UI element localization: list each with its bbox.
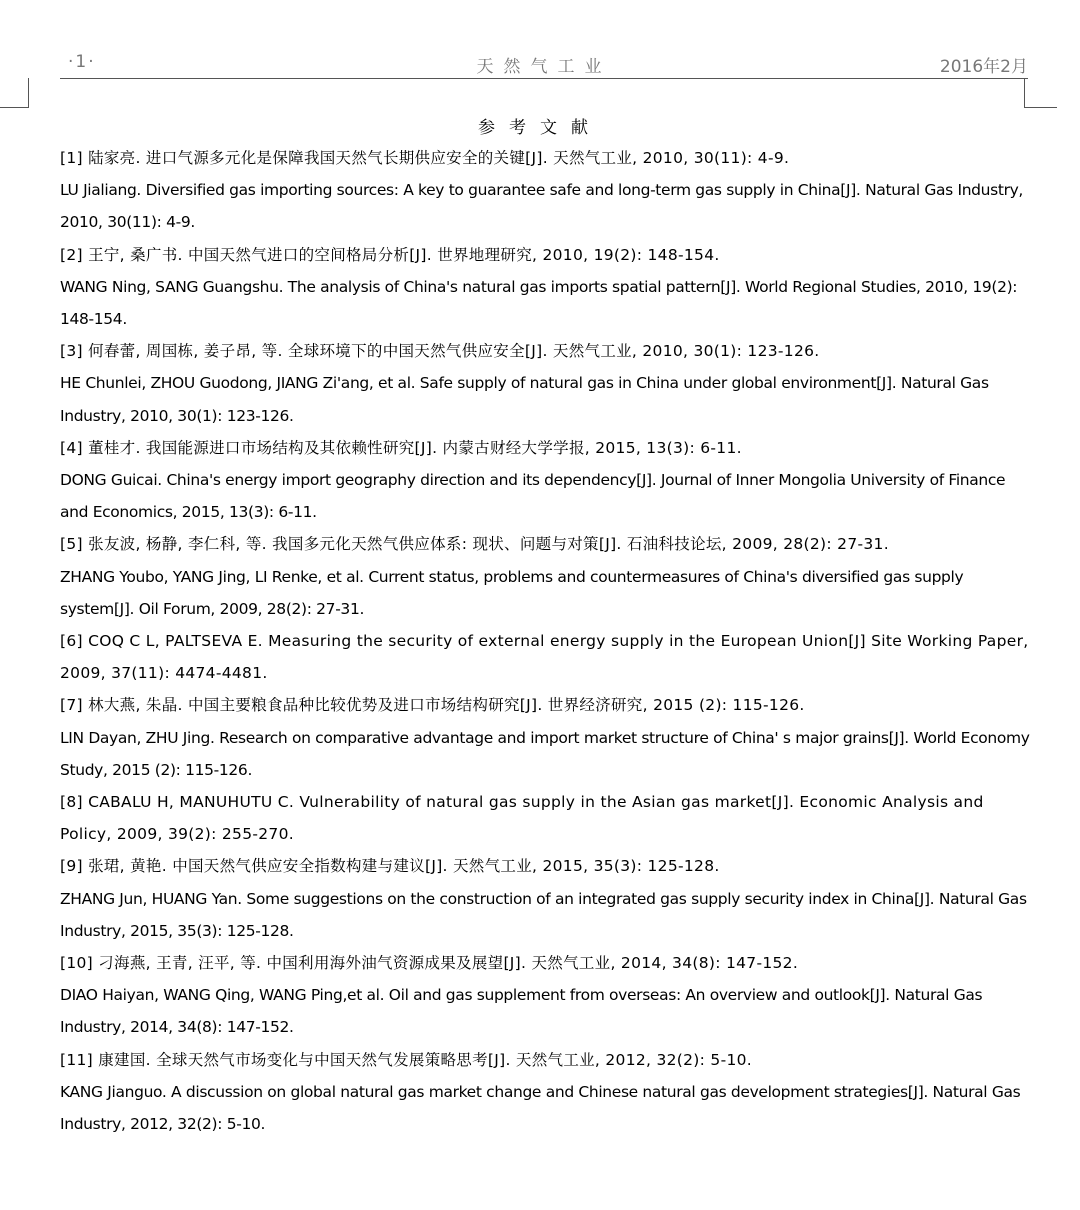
reference-primary-text: [11] 康建国. 全球天然气市场变化与中国天然气发展策略思考[J]. 天然气工业, 2012, 32(2): 5-10. [60, 1050, 753, 1069]
reference-english-text: ZHANG Jun, HUANG Yan. Some suggestions on the construction of an integrated gas supply security index in China[J]. Natural Gas Industry, 2015, 35(3): 125-128. [60, 889, 1027, 940]
reference-primary-text: [5] 张友波, 杨静, 李仁科, 等. 我国多元化天然气供应体系: 现状、问题与对策[J]. 石油科技论坛, 2009, 28(2): 27-31. [60, 535, 889, 554]
reference-list [60, 142, 1030, 1140]
page-number: ·1· [68, 52, 96, 72]
reference-item [60, 625, 1030, 689]
reference-primary-text: [2] 王宁, 桑广书. 中国天然气进口的空间格局分析[J]. 世界地理研究, 2010, 19(2): 148-154. [60, 245, 720, 264]
reference-item [60, 432, 1030, 529]
reference-item [60, 239, 1030, 336]
reference-item [60, 1044, 1030, 1141]
reference-item [60, 142, 1030, 239]
reference-item [60, 689, 1030, 786]
reference-english-text: DONG Guicai. China's energy import geography direction and its dependency[J]. Journal of Inner Mongolia University of Finance and Economics, 2015, 13(3): 6-11. [60, 471, 1006, 522]
crop-mark-right [1024, 78, 1057, 108]
reference-primary-text: [9] 张珺, 黄艳. 中国天然气供应安全指数构建与建议[J]. 天然气工业, 2015, 35(3): 125-128. [60, 857, 720, 876]
reference-primary-text: [3] 何春蕾, 周国栋, 姜子昂, 等. 全球环境下的中国天然气供应安全[J]. 天然气工业, 2010, 30(1): 123-126. [60, 342, 820, 361]
reference-english-text: LIN Dayan, ZHU Jing. Research on comparative advantage and import market structure of China' s major grains[J]. World Economy Study, 2015 (2): 115-126. [60, 728, 1030, 779]
issue-date: 2016年2月 [939, 57, 1028, 77]
reference-english-text: HE Chunlei, ZHOU Guodong, JIANG Zi'ang, et al. Safe supply of natural gas in China under global environment[J]. Natural Gas Industry, 2010, 30(1): 123-126. [60, 374, 989, 425]
journal-title: 天然气工业 [476, 57, 612, 77]
reference-english-text: KANG Jianguo. A discussion on global natural gas market change and Chinese natural gas development strategies[J]. Natural Gas Industry, 2012, 32(2): 5-10. [60, 1082, 1021, 1134]
reference-primary-text: [10] 刁海燕, 王青, 汪平, 等. 中国利用海外油气资源成果及展望[J]. 天然气工业, 2014, 34(8): 147-152. [60, 954, 799, 973]
reference-english-text: DIAO Haiyan, WANG Qing, WANG Ping,et al. Oil and gas supplement from overseas: An overview and outlook[J]. Natural Gas Industry, 2014, 34(8): 147-152. [60, 986, 983, 1037]
references-heading: 参考文献 [478, 118, 602, 138]
reference-item [60, 947, 1030, 1044]
reference-item [60, 335, 1030, 432]
reference-primary-text: [8] CABALU H, MANUHUTU C. Vulnerability of natural gas supply in the Asian gas market[J]. Economic Analysis and Policy, 2009, 39(2): 255-270. [60, 793, 984, 844]
reference-primary-text: [6] COQ C L, PALTSEVA E. Measuring the security of external energy supply in the European Union[J] Site Working Paper, 2009, 37(11): 4474-4481. [60, 632, 1029, 683]
page-header [60, 48, 1028, 79]
reference-primary-text: [7] 林大燕, 朱晶. 中国主要粮食品种比较优势及进口市场结构研究[J]. 世界经济研究, 2015 (2): 115-126. [60, 696, 805, 715]
crop-mark-left [0, 78, 29, 108]
reference-item [60, 786, 1030, 850]
reference-english-text: LU Jialiang. Diversified gas importing sources: A key to guarantee safe and long-term gas supply in China[J]. Natural Gas Industry, 2010, 30(11): 4-9. [60, 181, 1024, 232]
reference-english-text: ZHANG Youbo, YANG Jing, LI Renke, et al. Current status, problems and countermeasures of China's diversified gas supply system[J]. Oil Forum, 2009, 28(2): 27-31. [60, 567, 964, 618]
reference-english-text: WANG Ning, SANG Guangshu. The analysis of China's natural gas imports spatial pattern[J]. World Regional Studies, 2010, 19(2): 148-154. [60, 277, 1018, 329]
reference-primary-text: [4] 董桂才. 我国能源进口市场结构及其依赖性研究[J]. 内蒙古财经大学学报, 2015, 13(3): 6-11. [60, 438, 742, 457]
reference-primary-text: [1] 陆家亮. 进口气源多元化是保障我国天然气长期供应安全的关键[J]. 天然气工业, 2010, 30(11): 4-9. [60, 149, 790, 167]
reference-item [60, 528, 1030, 625]
reference-item [60, 850, 1030, 947]
